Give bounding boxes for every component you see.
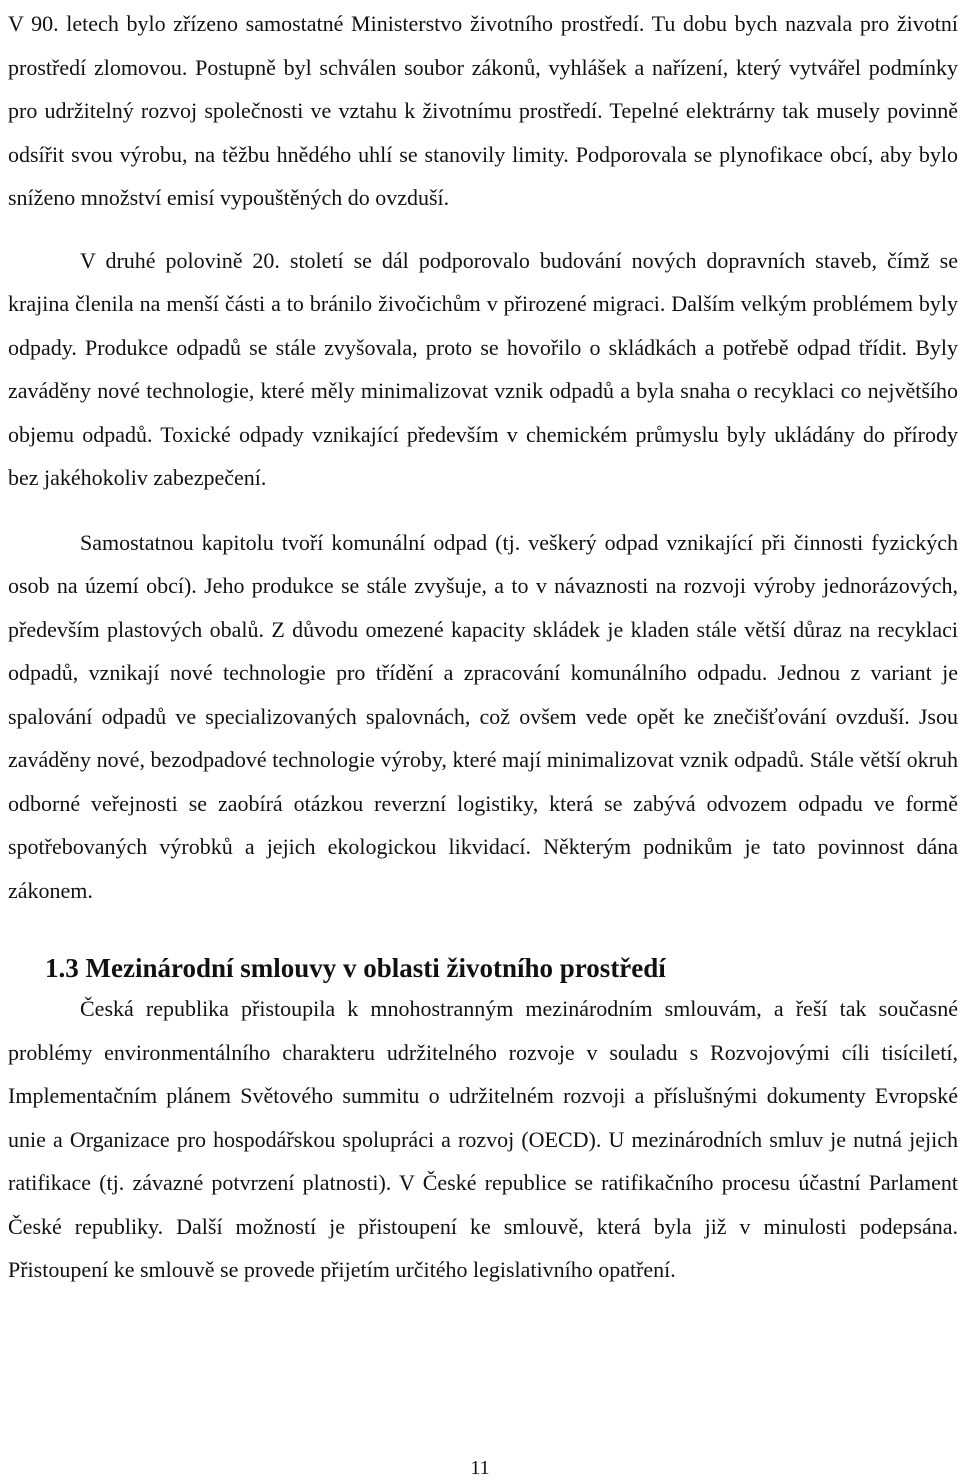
paragraph-ministry: V 90. letech bylo zřízeno samostatné Ministerstvo životního prostředí. Tu dobu bych nazvala pro životní prostředí zlomovou. Postupně byl schválen soubor zákonů, vyhlášek a nařízení, který vytvářel podmínky pro udržitelný rozvoj společnosti ve vztahu k životnímu prostředí. Tepelné elektrárny tak musely povinně odsířit svou výrobu, na těžbu hnědého uhlí se stanovily limity. Podporovala se plynofikace obcí, aby bylo sníženo množství emisí vypouštěných do ovzduší. [8, 11, 958, 210]
paragraph-transport-waste: V druhé polovině 20. století se dál podporovalo budování nových dopravních staveb, čímž se krajina členila na menší části a to bránilo živočichům v přirozené migraci. Dalším velkým problémem byly odpady. Produkce odpadů se stále zvyšovala, proto se hovořilo o skládkách a potřebě odpad třídit. Byly zaváděny nové technologie, které měly minimalizovat vznik odpadů a byla snaha o recyklaci co největšího objemu odpadů. Toxické odpady vznikající především v chemickém průmyslu byly ukládány do přírody bez jakéhokoliv zabezpečení. [8, 247, 958, 490]
paragraph-municipal-waste: Samostatnou kapitolu tvoří komunální odpad (tj. veškerý odpad vznikající při činnosti fyzických osob na území obcí). Jeho produkce se stále zvyšuje, a to v návaznosti na rozvoji výroby jednorázových, především plastových obalů. Z důvodu omezené kapacity skládek je kladen stále větší důraz na recyklaci odpadů, vznikají nové technologie pro třídění a zpracování komunálního odpadu. Jednou z variant je spalování odpadů ve specializovaných spalovnách, což ovšem vede opět ke znečišťování ovzduší. Jsou zaváděny nové, bezodpadové technologie výroby, které mají minimalizovat vznik odpadů. Stále větší okruh odborné veřejnosti se zaobírá otázkou reverzní logistiky, která se zabývá odvozem odpadu ve formě spotřebovaných výrobků a jejich ekologickou likvidací. Některým podnikům je tato povinnost dána zákonem. [8, 529, 958, 903]
paragraph-spacer [8, 220, 958, 239]
page-number: 11 [470, 1457, 490, 1479]
paragraph-international-treaties: Česká republika přistoupila k mnohostranným mezinárodním smlouvám, a řeší tak současné problémy environmentálního charakteru udržitelného rozvoje v souladu s Rozvojovými cíli tisíciletí, Implementačním plánem Světového summitu o udržitelném rozvoji a příslušnými dokumenty Evropské unie a Organizace pro hospodářskou spolupráci a rozvoj (OECD). U mezinárodních smluv je nutná jejich ratifikace (tj. závazné potvrzení platnosti). V České republice se ratifikačního procesu účastní Parlament České republiky. Další možností je přistoupení ke smlouvě, která byla již v minulosti podepsána. Přistoupení ke smlouvě se provede přijetím určitého legislativního opatření. [8, 996, 958, 1282]
paragraph-spacer [8, 500, 958, 521]
document-page [8, 2, 958, 1292]
section-heading: 1.3 Mezinárodní smlouvy v oblasti životního prostředí [45, 953, 666, 983]
